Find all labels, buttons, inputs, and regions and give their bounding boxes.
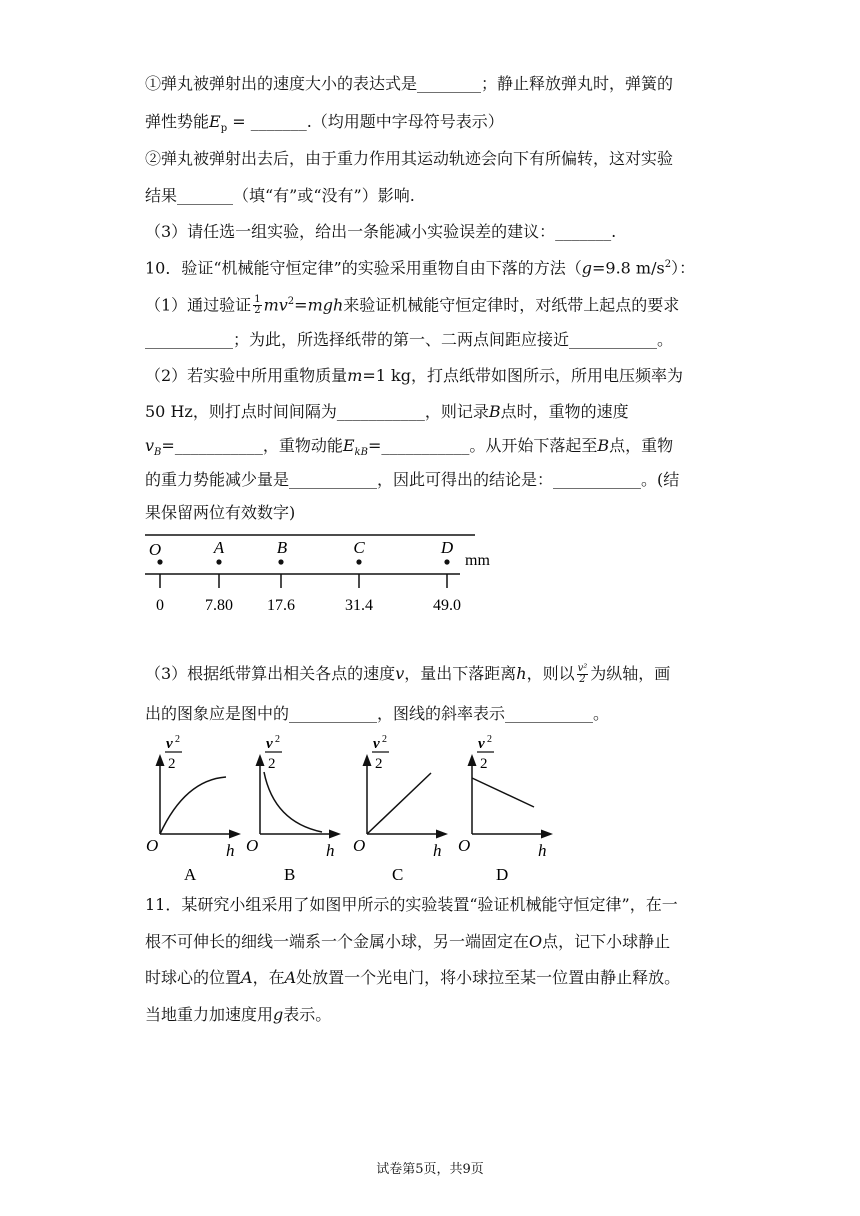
text-line: 弹性势能$E_p$ = _______.（均用题中字母符号表示）: [145, 112, 504, 135]
y-label-sup: 2: [175, 734, 180, 745]
tape-ticks: [160, 574, 447, 588]
text-line: 出的图象应是图中的___________，图线的斜率表示___________。: [145, 704, 610, 723]
graph-options-figure: [140, 730, 560, 890]
curve: [160, 777, 226, 834]
text-line: （1）通过验证 $\frac{1}{2}$ $mv^2=mgh$来验证机械能守恒定律时，对纸带上起点的要求: [145, 294, 680, 317]
graph-A: [146, 734, 235, 884]
y-label-num: v: [266, 736, 273, 752]
x-label: h: [226, 841, 235, 860]
x-label: h: [433, 841, 442, 860]
option-label: A: [184, 865, 197, 884]
tape-dot: [356, 559, 361, 564]
text-line: （2）若实验中所用重物质量m=1 kg，打点纸带如图所示，所用电压频率为: [145, 366, 683, 385]
tape-value: 7.80: [205, 597, 233, 614]
tape-dot: [157, 559, 162, 564]
tape-dot: [444, 559, 449, 564]
x-label: h: [326, 841, 335, 860]
origin-label: O: [146, 836, 159, 855]
y-label-den: 2: [375, 756, 383, 772]
tape-label-A: A: [213, 538, 225, 557]
text-line: 结果_______（填“有”或“没有”）影响.: [145, 186, 415, 205]
text-line: ___________；为此，所选择纸带的第一、二两点间距应接近___________。: [145, 330, 674, 349]
tape-value: 0: [156, 597, 164, 614]
y-label-sup: 2: [382, 734, 387, 745]
text-line: ①弹丸被弹射出的速度大小的表达式是________；静止释放弹丸时，弹簧的: [145, 74, 674, 93]
text-line: 的重力势能减少量是___________，因此可得出的结论是：___________。(结: [145, 470, 680, 489]
origin-label: O: [353, 836, 366, 855]
origin-label: O: [458, 836, 471, 855]
tape-value: 49.0: [433, 597, 461, 614]
y-label-den: 2: [168, 756, 176, 772]
x-label: h: [538, 841, 547, 860]
page-footer: 试卷第5页，共9页: [376, 1162, 484, 1177]
tape-value: 17.6: [267, 597, 295, 614]
text-line: 根不可伸长的细线一端系一个金属小球，另一端固定在O点，记下小球静止: [145, 932, 671, 951]
curve: [472, 778, 534, 807]
text-line: 果保留两位有效数字): [145, 503, 296, 522]
tape-label-O: O: [148, 540, 162, 559]
text-line: 50 Hz，则打点时间间隔为___________，则记录B点时，重物的速度: [145, 402, 629, 421]
option-label: D: [496, 865, 509, 884]
y-label-sup: 2: [487, 734, 492, 745]
text-line: ②弹丸被弹射出去后，由于重力作用其运动轨迹会向下有所偏转，这对实验: [145, 149, 674, 168]
graph-D: [458, 734, 547, 884]
graph-C: [353, 734, 442, 884]
text-line: 时球心的位置A，在A处放置一个光电门，将小球拉至某一位置由静止释放。: [145, 968, 681, 987]
text-line: （3）根据纸带算出相关各点的速度v，量出下落距离h，则以 $\frac{\text{v²}}{2}$ 为纵轴，画: [145, 663, 671, 685]
option-label: B: [284, 865, 296, 884]
tape-label-C: C: [353, 538, 365, 557]
tape-label-D: D: [440, 538, 454, 557]
text-line: 当地重力加速度用g表示。: [145, 1005, 332, 1024]
y-label-num: v: [478, 736, 485, 752]
fraction: $\frac{1}{2}$: [254, 294, 261, 317]
curve: [367, 773, 431, 834]
text-line: （3）请任选一组实验，给出一条能减小实验误差的建议：_______.: [145, 222, 617, 241]
y-label-den: 2: [268, 756, 276, 772]
text-line: $v_B=\_\_\_\_\_\_\_\_\_\_\_$，重物动能$E_{kB}=\_\_\_\_\_\_\_\_\_\_\_$。从开始下落起至B点，重物: [145, 436, 674, 459]
tape-dot: [216, 559, 221, 564]
y-label-den: 2: [480, 756, 488, 772]
graph-B: [246, 734, 335, 884]
tape-unit: mm: [465, 552, 490, 569]
tape-label-B: B: [276, 538, 288, 557]
question-11-title: 11．某研究小组采用了如图甲所示的实验装置“验证机械能守恒定律”，在一: [145, 895, 678, 914]
tape-value: 31.4: [345, 597, 373, 614]
y-label-num: v: [166, 736, 173, 752]
fraction: $\frac{\text{v²}}{2}$: [577, 663, 588, 685]
paper-tape-figure: [140, 530, 540, 620]
tape-points: [149, 538, 491, 569]
tape-values: [156, 597, 461, 614]
origin-label: O: [246, 836, 259, 855]
y-label-num: v: [373, 736, 380, 752]
tape-dot: [278, 559, 283, 564]
option-label: C: [392, 865, 404, 884]
curve: [264, 772, 322, 832]
question-10-title: 10．验证“机械能守恒定律”的实验采用重物自由下落的方法（g=9.8 $m/s^2$）：: [145, 258, 696, 278]
y-label-sup: 2: [275, 734, 280, 745]
